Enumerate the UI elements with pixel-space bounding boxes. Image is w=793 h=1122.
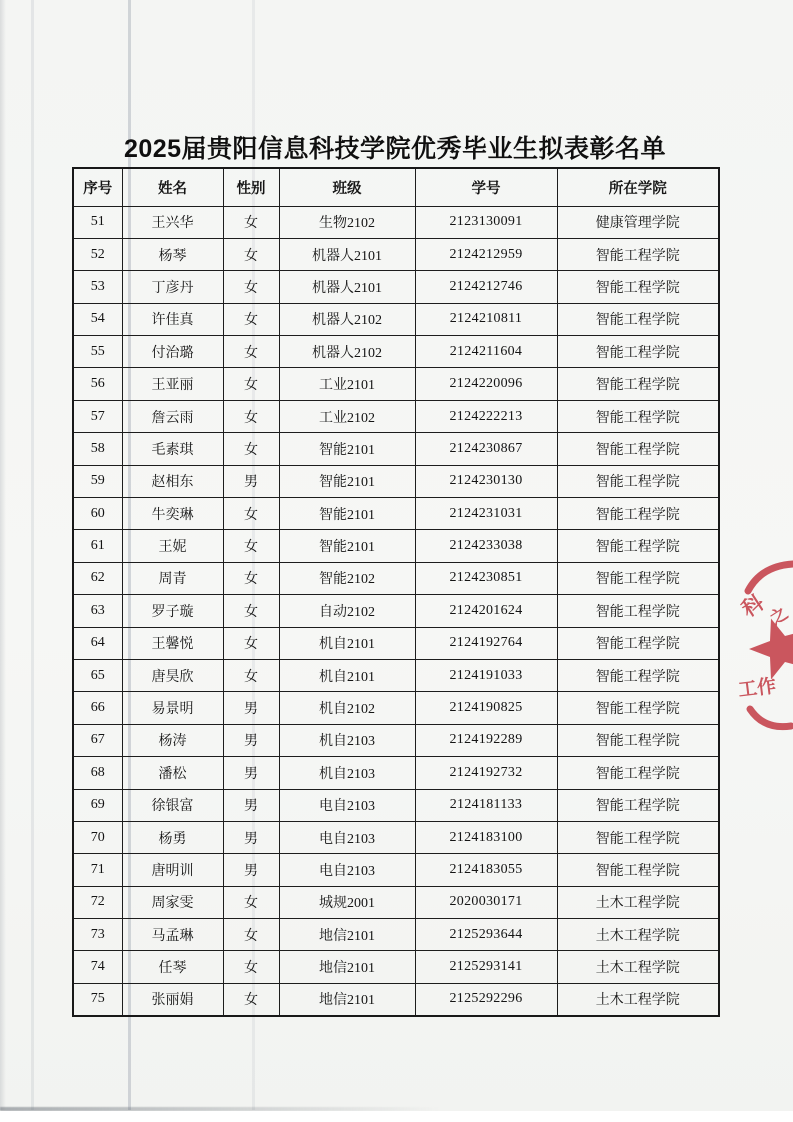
college-cell: 智能工程学院 [557, 627, 719, 659]
seal-star-icon [749, 619, 793, 680]
class_name-cell: 智能2101 [279, 498, 415, 530]
gender-cell: 男 [223, 757, 279, 789]
student_id-cell: 2020030171 [415, 886, 557, 918]
table-row [73, 562, 719, 594]
college-cell: 智能工程学院 [557, 692, 719, 724]
name-cell: 周青 [122, 562, 223, 594]
name-cell: 牛奕琳 [122, 498, 223, 530]
class_name-cell: 智能2102 [279, 562, 415, 594]
college-cell: 土木工程学院 [557, 919, 719, 951]
table-row [73, 465, 719, 497]
name-cell: 徐银富 [122, 789, 223, 821]
class_name-cell: 机器人2102 [279, 336, 415, 368]
college-cell: 智能工程学院 [557, 303, 719, 335]
no-cell: 67 [73, 724, 122, 756]
no-cell: 53 [73, 271, 122, 303]
student_id-cell: 2124190825 [415, 692, 557, 724]
gender-cell: 女 [223, 627, 279, 659]
name-cell: 杨涛 [122, 724, 223, 756]
gender-cell: 男 [223, 821, 279, 853]
college-cell: 智能工程学院 [557, 400, 719, 432]
class_name-cell: 机自2101 [279, 659, 415, 691]
name-cell: 丁彦丹 [122, 271, 223, 303]
table-row [73, 757, 719, 789]
name-cell: 周家雯 [122, 886, 223, 918]
name-cell: 赵相东 [122, 465, 223, 497]
no-cell: 56 [73, 368, 122, 400]
name-cell: 任琴 [122, 951, 223, 983]
student_id-cell: 2123130091 [415, 206, 557, 238]
gender-cell: 女 [223, 659, 279, 691]
college-cell: 智能工程学院 [557, 757, 719, 789]
student_id-cell: 2124220096 [415, 368, 557, 400]
page-left-edge-shadow [0, 0, 6, 1110]
class_name-cell: 地信2101 [279, 951, 415, 983]
table-row [73, 400, 719, 432]
no-cell: 69 [73, 789, 122, 821]
table-row [73, 919, 719, 951]
class_name-cell: 智能2101 [279, 530, 415, 562]
seal-char-mid: 之 [766, 603, 792, 629]
gender-cell: 女 [223, 498, 279, 530]
name-cell: 马孟琳 [122, 919, 223, 951]
name-cell: 杨琴 [122, 238, 223, 270]
table-row [73, 303, 719, 335]
student_id-cell: 2124230130 [415, 465, 557, 497]
college-cell: 智能工程学院 [557, 465, 719, 497]
student_id-cell: 2124212959 [415, 238, 557, 270]
table-row [73, 530, 719, 562]
no-cell: 61 [73, 530, 122, 562]
college-cell: 智能工程学院 [557, 854, 719, 886]
no-cell: 57 [73, 400, 122, 432]
student_id-cell: 2124212746 [415, 271, 557, 303]
college-cell: 智能工程学院 [557, 562, 719, 594]
table-row [73, 854, 719, 886]
student_id-cell: 2124211604 [415, 336, 557, 368]
gender-cell: 女 [223, 433, 279, 465]
college-cell: 智能工程学院 [557, 530, 719, 562]
student_id-cell: 2124231031 [415, 498, 557, 530]
college-cell: 智能工程学院 [557, 821, 719, 853]
column-header-no: 序号 [73, 168, 122, 206]
student_id-cell: 2124201624 [415, 595, 557, 627]
gender-cell: 女 [223, 562, 279, 594]
gender-cell: 男 [223, 692, 279, 724]
name-cell: 毛素琪 [122, 433, 223, 465]
document-title: 2025届贵阳信息科技学院优秀毕业生拟表彰名单 [123, 135, 667, 163]
college-cell: 智能工程学院 [557, 271, 719, 303]
college-cell: 健康管理学院 [557, 206, 719, 238]
name-cell: 王兴华 [122, 206, 223, 238]
table-row [73, 368, 719, 400]
column-header-name: 姓名 [122, 168, 223, 206]
college-cell: 土木工程学院 [557, 886, 719, 918]
college-cell: 智能工程学院 [557, 336, 719, 368]
column-header-class_name: 班级 [279, 168, 415, 206]
no-cell: 58 [73, 433, 122, 465]
table-row [73, 951, 719, 983]
header-row [73, 168, 719, 206]
column-header-college: 所在学院 [557, 168, 719, 206]
no-cell: 59 [73, 465, 122, 497]
student_id-cell: 2124183100 [415, 821, 557, 853]
class_name-cell: 自动2102 [279, 595, 415, 627]
table-row [73, 983, 719, 1015]
college-cell: 智能工程学院 [557, 238, 719, 270]
class_name-cell: 机器人2102 [279, 303, 415, 335]
name-cell: 王亚丽 [122, 368, 223, 400]
class_name-cell: 生物2102 [279, 206, 415, 238]
no-cell: 54 [73, 303, 122, 335]
class_name-cell: 地信2101 [279, 919, 415, 951]
column-header-student_id: 学号 [415, 168, 557, 206]
seal-char-bottom: 工作 [737, 675, 778, 702]
gender-cell: 女 [223, 400, 279, 432]
table-row [73, 724, 719, 756]
gender-cell: 女 [223, 206, 279, 238]
name-cell: 王妮 [122, 530, 223, 562]
class_name-cell: 工业2101 [279, 368, 415, 400]
name-cell: 潘松 [122, 757, 223, 789]
college-cell: 智能工程学院 [557, 498, 719, 530]
gender-cell: 女 [223, 886, 279, 918]
table-row [73, 789, 719, 821]
gender-cell: 男 [223, 724, 279, 756]
gender-cell: 女 [223, 595, 279, 627]
table-row [73, 336, 719, 368]
name-cell: 唐明训 [122, 854, 223, 886]
name-cell: 张丽娟 [122, 983, 223, 1015]
no-cell: 52 [73, 238, 122, 270]
table-row [73, 206, 719, 238]
class_name-cell: 地信2101 [279, 983, 415, 1015]
gender-cell: 男 [223, 789, 279, 821]
column-header-gender: 性别 [223, 168, 279, 206]
class_name-cell: 机自2102 [279, 692, 415, 724]
table-row [73, 692, 719, 724]
class_name-cell: 电自2103 [279, 854, 415, 886]
no-cell: 66 [73, 692, 122, 724]
table-row [73, 271, 719, 303]
class_name-cell: 机自2101 [279, 627, 415, 659]
no-cell: 75 [73, 983, 122, 1015]
gender-cell: 女 [223, 983, 279, 1015]
name-cell: 詹云雨 [122, 400, 223, 432]
seal-bottom-arc [750, 709, 791, 727]
table-row [73, 627, 719, 659]
table-body [73, 206, 719, 1016]
class_name-cell: 电自2103 [279, 789, 415, 821]
college-cell: 智能工程学院 [557, 724, 719, 756]
no-cell: 71 [73, 854, 122, 886]
student_id-cell: 2124230851 [415, 562, 557, 594]
gender-cell: 女 [223, 271, 279, 303]
no-cell: 64 [73, 627, 122, 659]
name-cell: 罗子璇 [122, 595, 223, 627]
no-cell: 51 [73, 206, 122, 238]
student_id-cell: 2125293141 [415, 951, 557, 983]
gender-cell: 女 [223, 303, 279, 335]
gender-cell: 女 [223, 238, 279, 270]
table-row [73, 821, 719, 853]
official-seal-partial [733, 556, 793, 731]
student_id-cell: 2124183055 [415, 854, 557, 886]
college-cell: 土木工程学院 [557, 951, 719, 983]
name-cell: 王馨悦 [122, 627, 223, 659]
college-cell: 土木工程学院 [557, 983, 719, 1015]
college-cell: 智能工程学院 [557, 659, 719, 691]
gender-cell: 男 [223, 854, 279, 886]
student_id-cell: 2124233038 [415, 530, 557, 562]
gender-cell: 女 [223, 951, 279, 983]
name-cell: 易景明 [122, 692, 223, 724]
student_id-cell: 2124210811 [415, 303, 557, 335]
no-cell: 68 [73, 757, 122, 789]
college-cell: 智能工程学院 [557, 433, 719, 465]
class_name-cell: 电自2103 [279, 821, 415, 853]
no-cell: 73 [73, 919, 122, 951]
no-cell: 62 [73, 562, 122, 594]
class_name-cell: 机器人2101 [279, 238, 415, 270]
no-cell: 65 [73, 659, 122, 691]
no-cell: 70 [73, 821, 122, 853]
scan-fold-line [31, 0, 34, 1110]
table-row [73, 886, 719, 918]
name-cell: 许佳真 [122, 303, 223, 335]
table-row [73, 498, 719, 530]
student_id-cell: 2124192764 [415, 627, 557, 659]
graduates-roster-table [72, 167, 720, 1017]
no-cell: 60 [73, 498, 122, 530]
class_name-cell: 智能2101 [279, 465, 415, 497]
gender-cell: 男 [223, 465, 279, 497]
gender-cell: 女 [223, 919, 279, 951]
seal-top-arc [748, 564, 793, 591]
class_name-cell: 机自2103 [279, 757, 415, 789]
student_id-cell: 2125292296 [415, 983, 557, 1015]
college-cell: 智能工程学院 [557, 595, 719, 627]
student_id-cell: 2124191033 [415, 659, 557, 691]
no-cell: 74 [73, 951, 122, 983]
table-row [73, 595, 719, 627]
table-row [73, 659, 719, 691]
gender-cell: 女 [223, 530, 279, 562]
no-cell: 55 [73, 336, 122, 368]
seal-char-top: 科 [738, 591, 769, 622]
student_id-cell: 2124192732 [415, 757, 557, 789]
no-cell: 72 [73, 886, 122, 918]
student_id-cell: 2124222213 [415, 400, 557, 432]
gender-cell: 女 [223, 368, 279, 400]
gender-cell: 女 [223, 336, 279, 368]
student_id-cell: 2125293644 [415, 919, 557, 951]
name-cell: 唐昊欣 [122, 659, 223, 691]
name-cell: 杨勇 [122, 821, 223, 853]
college-cell: 智能工程学院 [557, 789, 719, 821]
class_name-cell: 智能2101 [279, 433, 415, 465]
student_id-cell: 2124181133 [415, 789, 557, 821]
table-row [73, 238, 719, 270]
class_name-cell: 机器人2101 [279, 271, 415, 303]
scanner-background-strip [0, 1111, 793, 1122]
name-cell: 付治璐 [122, 336, 223, 368]
college-cell: 智能工程学院 [557, 368, 719, 400]
student_id-cell: 2124192289 [415, 724, 557, 756]
no-cell: 63 [73, 595, 122, 627]
student_id-cell: 2124230867 [415, 433, 557, 465]
table-row [73, 433, 719, 465]
class_name-cell: 城规2001 [279, 886, 415, 918]
class_name-cell: 工业2102 [279, 400, 415, 432]
class_name-cell: 机自2103 [279, 724, 415, 756]
